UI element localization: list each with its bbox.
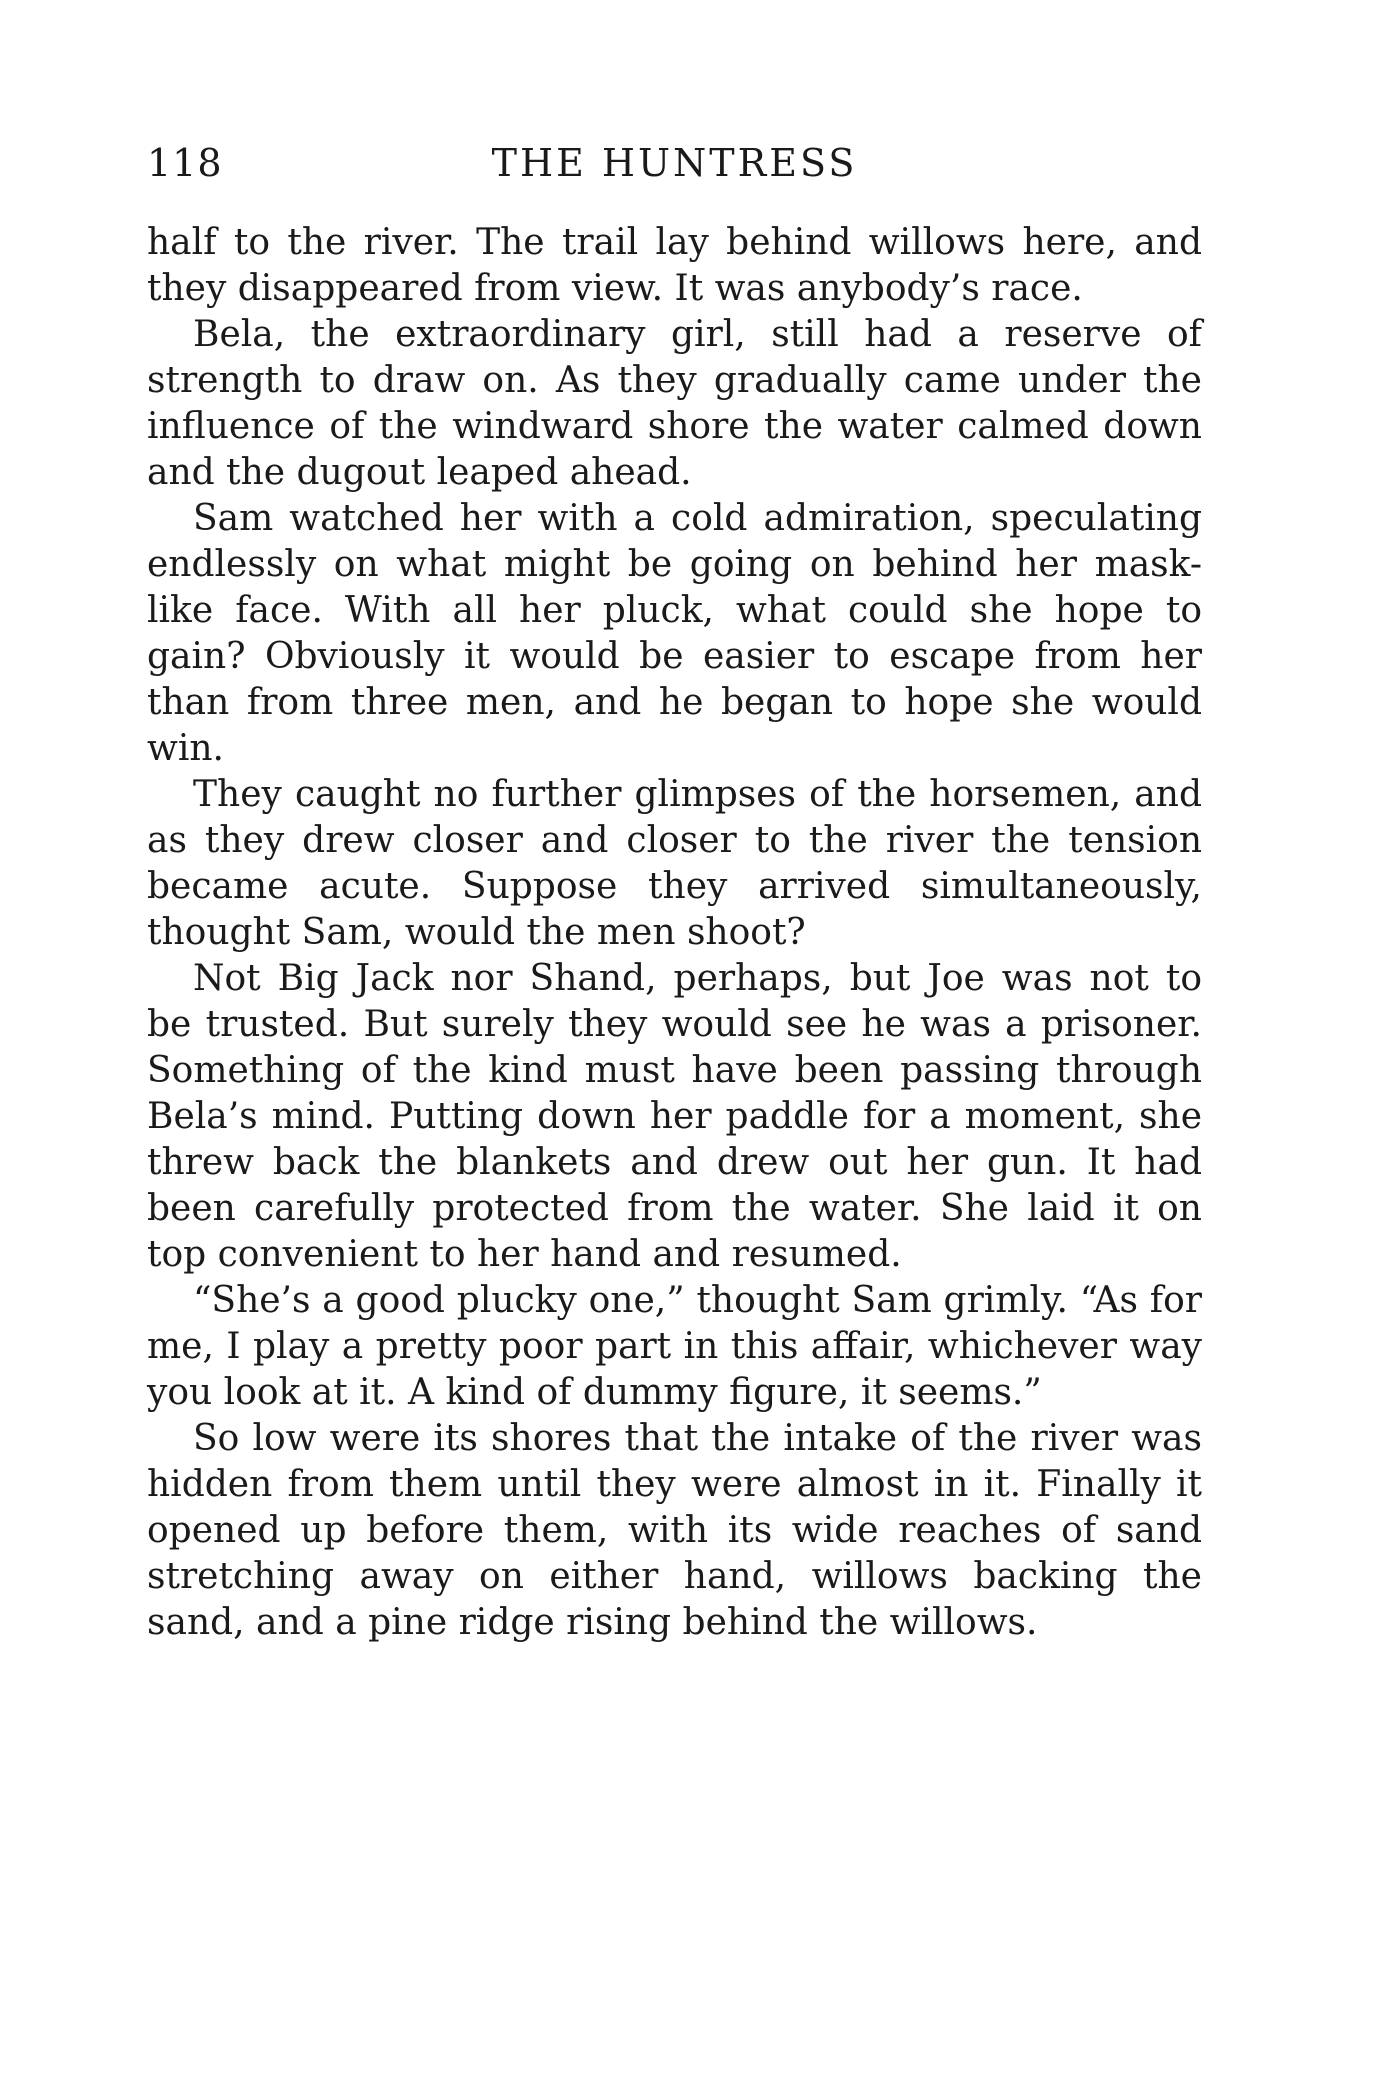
running-title: THE HUNTRESS [491,141,858,185]
paragraph: Not Big Jack nor Shand, perhaps, but Joe was not to be trusted. But surely they would see he was a prisoner. Something of the kind must have been passing through Bela’s mind. Putting down her paddle for a moment, she threw back the blankets and drew out her gun. It had been carefully protected from the water. She laid it on top convenient to her hand and resumed. [147,958,1202,1275]
paragraph: half to the river. The trail lay behind willows here, and they disappeared from view. It was anybody’s race. [147,222,1202,309]
paragraph: “She’s a good plucky one,” thought Sam grimly. “As for me, I play a pretty poor part in this affair, whichever way you look at it. A kind of dummy figure, it seems.” [147,1280,1202,1413]
paragraph: So low were its shores that the intake of the river was hidden from them until they were almost in it. Finally it opened up before them, with its wide reaches of sand stretching away on either hand, willows backing the sand, and a pine ridge rising behind the willows. [147,1418,1202,1643]
page-number: 118 [147,141,223,185]
running-head [147,138,1202,188]
body-text [147,220,1202,1646]
paragraph: They caught no further glimpses of the horsemen, and as they drew closer and closer to the river the tension became acute. Suppose they arrived simultaneously, thought Sam, would the men shoot? [147,774,1202,953]
paragraph: Sam watched her with a cold admiration, speculating endlessly on what might be going on behind her mask-like face. With all her pluck, what could she hope to gain? Obviously it would be easier to escape from her than from three men, and he began to hope she would win. [147,498,1202,769]
paragraph: Bela, the extraordinary girl, still had a reserve of strength to draw on. As they gradually came under the influence of the windward shore the water calmed down and the dugout leaped ahead. [147,314,1202,493]
